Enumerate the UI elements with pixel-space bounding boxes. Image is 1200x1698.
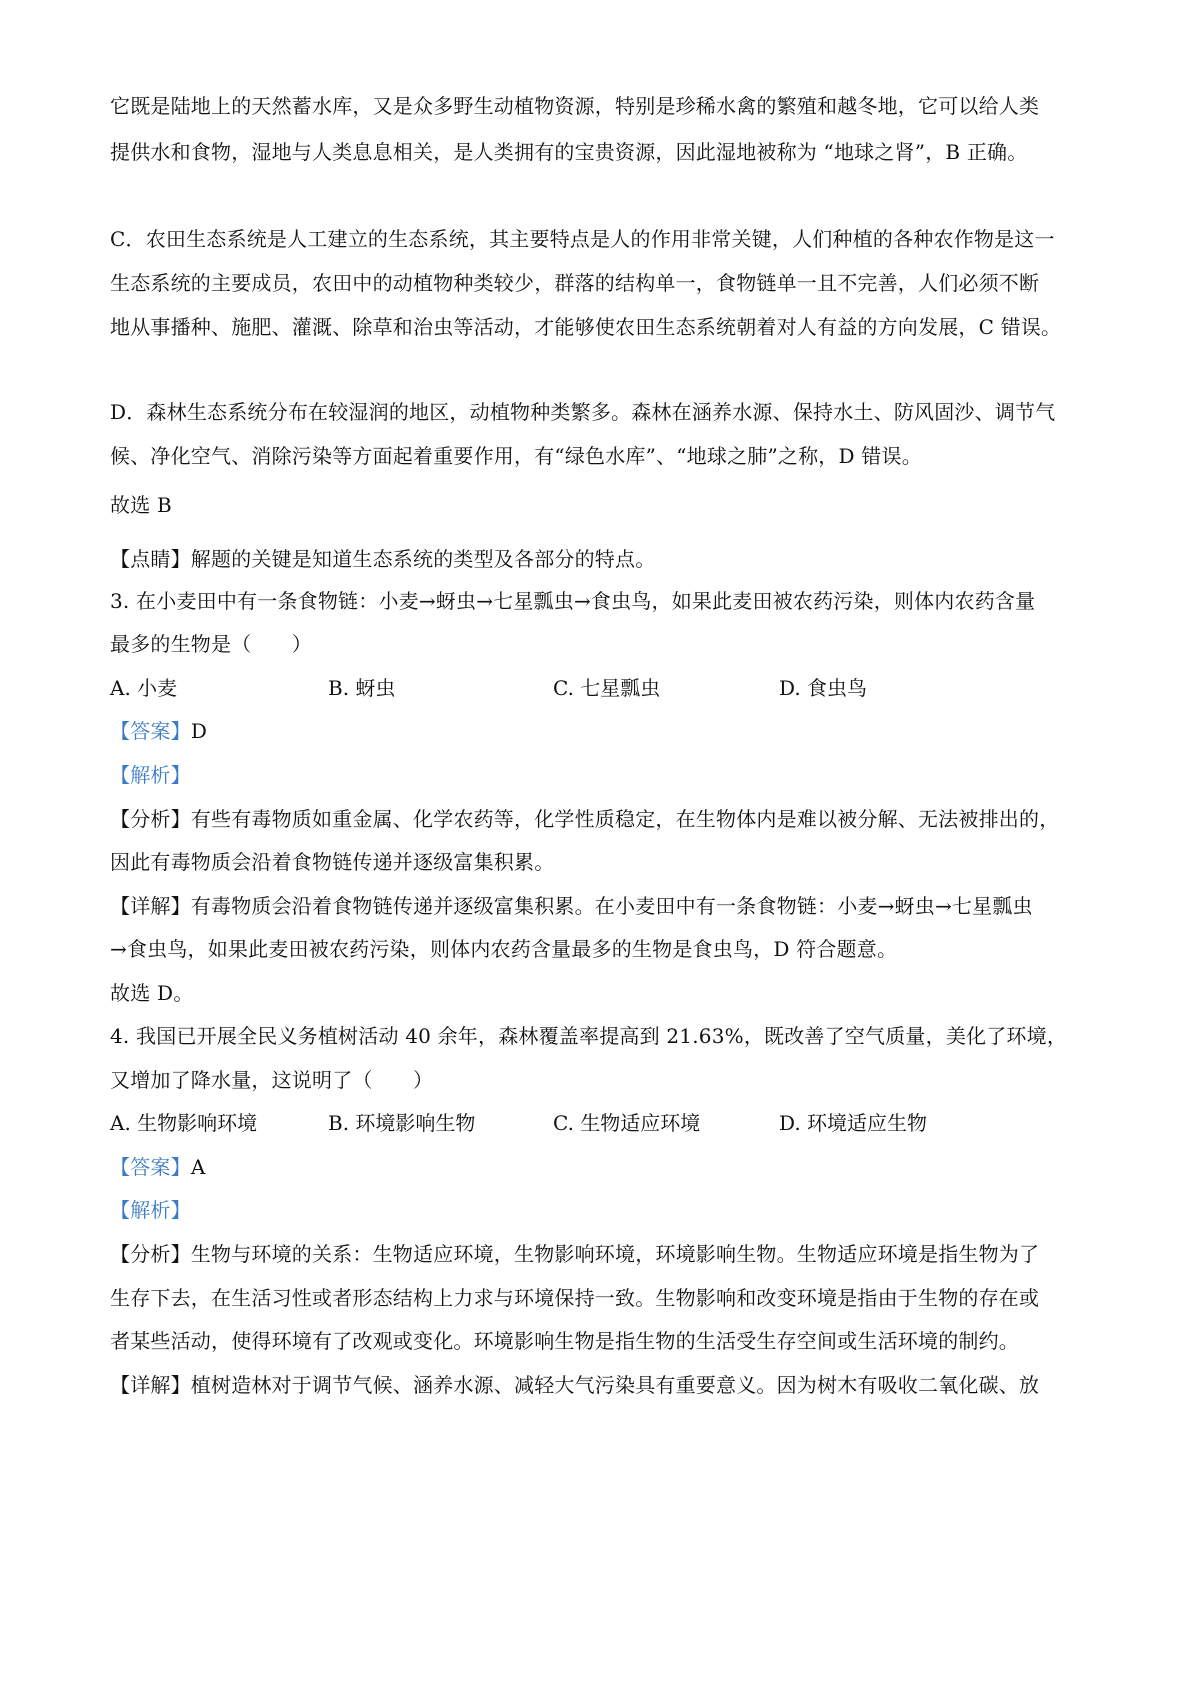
q4-fenxi-line-1: 【分析】生物与环境的关系：生物适应环境，生物影响环境，环境影响生物。生物适应环境是指生物为了 (110, 1242, 1040, 1266)
q4-option-d: D. 环境适应生物 (779, 1111, 928, 1135)
q3-option-d: D. 食虫鸟 (779, 676, 868, 700)
q3-xiangjie-line-2: →食虫鸟，如果此麦田被农药污染，则体内农药含量最多的生物是食虫鸟，D 符合题意。 (110, 937, 898, 961)
q3-option-b: B. 蚜虫 (328, 676, 396, 700)
q3-fenxi-line-2: 因此有毒物质会沿着食物链传递并逐级富集积累。 (110, 850, 555, 874)
choose-b: 故选 B (110, 493, 172, 517)
q4-stem-line-1: 4. 我国已开展全民义务植树活动 40 余年，森林覆盖率提高到 21.63%，既改善了空气质量，美化了环境， (110, 1024, 1068, 1048)
q4-answer-label: 【答案】 (110, 1155, 191, 1179)
q3-answer (110, 716, 207, 746)
q3-xiangjie-line-1: 【详解】有毒物质会沿着食物链传递并逐级富集积累。在小麦田中有一条食物链：小麦→蚜虫→七星瓢虫 (110, 894, 1033, 918)
q3-stem-line-2: 最多的生物是（ ） (110, 632, 312, 656)
q4-stem-line-2: 又增加了降水量，这说明了（ ） (110, 1068, 434, 1092)
q4-answer (110, 1152, 205, 1182)
q4-jiexi: 【解析】 (110, 1198, 191, 1222)
para-b-line-2: 提供水和食物，湿地与人类息息相关，是人类拥有的宝贵资源，因此湿地被称为 “地球之肾”，B 正确。 (110, 140, 1028, 164)
q3-choose: 故选 D。 (110, 981, 194, 1005)
para-c-line-2: 生态系统的主要成员，农田中的动植物种类较少，群落的结构单一，食物链单一且不完善，人们必须不断 (110, 271, 1040, 295)
para-d-line-1: D．森林生态系统分布在较湿润的地区，动植物种类繁多。森林在涵养水源、保持水土、防风固沙、调节气 (110, 400, 1056, 424)
q3-answer-value: D (190, 719, 208, 743)
q4-option-b: B. 环境影响生物 (328, 1111, 476, 1135)
q4-option-a: A. 生物影响环境 (110, 1111, 258, 1135)
para-b-line-1: 它既是陆地上的天然蓄水库，又是众多野生动植物资源，特别是珍稀水禽的繁殖和越冬地，它可以给人类 (110, 94, 1040, 118)
para-d-line-2: 候、净化空气、消除污染等方面起着重要作用，有“绿色水库”、“地球之肺”之称，D 错误。 (110, 444, 922, 468)
dianjing: 【点睛】解题的关键是知道生态系统的类型及各部分的特点。 (110, 547, 656, 571)
q3-jiexi: 【解析】 (110, 763, 191, 787)
q4-xiangjie-line-1: 【详解】植树造林对于调节气候、涵养水源、减轻大气污染具有重要意义。因为树木有吸收二氧化碳、放 (110, 1373, 1040, 1397)
q3-answer-label: 【答案】 (110, 719, 191, 743)
q3-option-c: C. 七星瓢虫 (553, 676, 661, 700)
para-c-line-1: C．农田生态系统是人工建立的生态系统，其主要特点是人的作用非常关键，人们种植的各种农作物是这一 (110, 227, 1055, 251)
q4-fenxi-line-2: 生存下去，在生活习性或者形态结构上力求与环境保持一致。生物影响和改变环境是指由于生物的存在或 (110, 1286, 1040, 1310)
para-c-line-3: 地从事播种、施肥、灌溉、除草和治虫等活动，才能够使农田生态系统朝着对人有益的方向发展，C 错误。 (110, 315, 1062, 339)
q3-fenxi-line-1: 【分析】有些有毒物质如重金属、化学农药等，化学性质稳定，在生物体内是难以被分解、无法被排出的， (110, 807, 1060, 831)
q3-option-a: A. 小麦 (110, 676, 178, 700)
q4-fenxi-line-3: 者某些活动，使得环境有了改观或变化。环境影响生物是指生物的生活受生存空间或生活环境的制约。 (110, 1329, 1019, 1353)
q3-stem-line-1: 3. 在小麦田中有一条食物链：小麦→蚜虫→七星瓢虫→食虫鸟，如果此麦田被农药污染，则体内农药含量 (110, 589, 1036, 613)
q4-option-c: C. 生物适应环境 (553, 1111, 701, 1135)
q4-answer-value: A (190, 1155, 206, 1179)
